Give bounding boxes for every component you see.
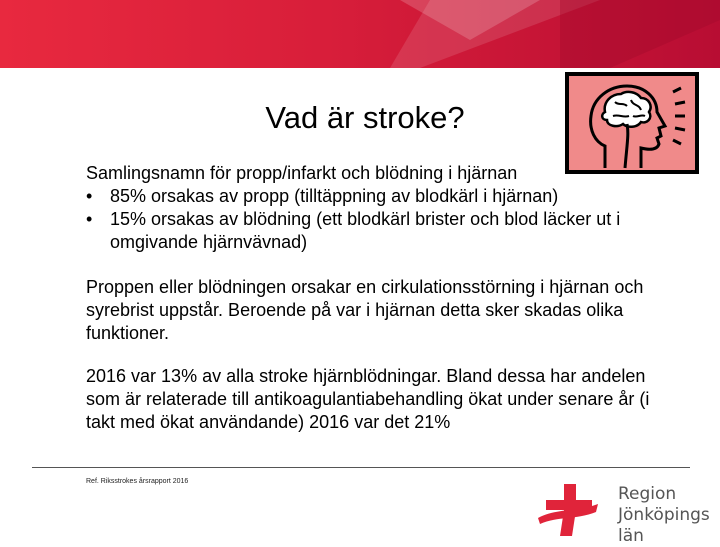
bullet-item xyxy=(86,208,676,254)
banner-wave-decoration xyxy=(0,0,720,68)
logo-line-1: Region xyxy=(618,484,677,504)
reference-note: Ref. Riksstrokes årsrapport 2016 xyxy=(86,478,189,485)
bullet-marker: • xyxy=(86,209,93,229)
bullet-marker: • xyxy=(86,186,93,206)
slide-title: Vad är stroke? xyxy=(265,100,465,135)
paragraph-statistics: 2016 var 13% av alla stroke hjärnblödningar. Bland dessa har andelen som är relaterade till antikoagulantiabehandling ökat under senare år (i takt med ökat användande) 2016 var det 21% xyxy=(86,366,650,432)
slide-body xyxy=(86,162,676,434)
head-brain-icon xyxy=(565,72,699,174)
bullet-item xyxy=(86,185,676,208)
region-cross-icon xyxy=(536,478,616,540)
region-logo-text xyxy=(618,484,720,547)
header-banner xyxy=(0,0,720,68)
footer-divider xyxy=(32,467,690,468)
logo-line-2: Jönköpings län xyxy=(618,505,710,546)
paragraph-cause: Proppen eller blödningen orsakar en cirkulationsstörning i hjärnan och syrebrist uppstår. Beroende på var i hjärnan detta sker skadas olika funktioner. xyxy=(86,277,644,343)
bullet-text: 15% orsakas av blödning (ett blodkärl brister och blod läcker ut i omgivande hjärnvävnad) xyxy=(110,209,621,252)
bullet-list xyxy=(86,185,676,254)
bullet-text: 85% orsakas av propp (tilltäppning av blodkärl i hjärnan) xyxy=(110,186,559,206)
intro-text: Samlingsnamn för propp/infarkt och blödning i hjärnan xyxy=(86,163,518,183)
